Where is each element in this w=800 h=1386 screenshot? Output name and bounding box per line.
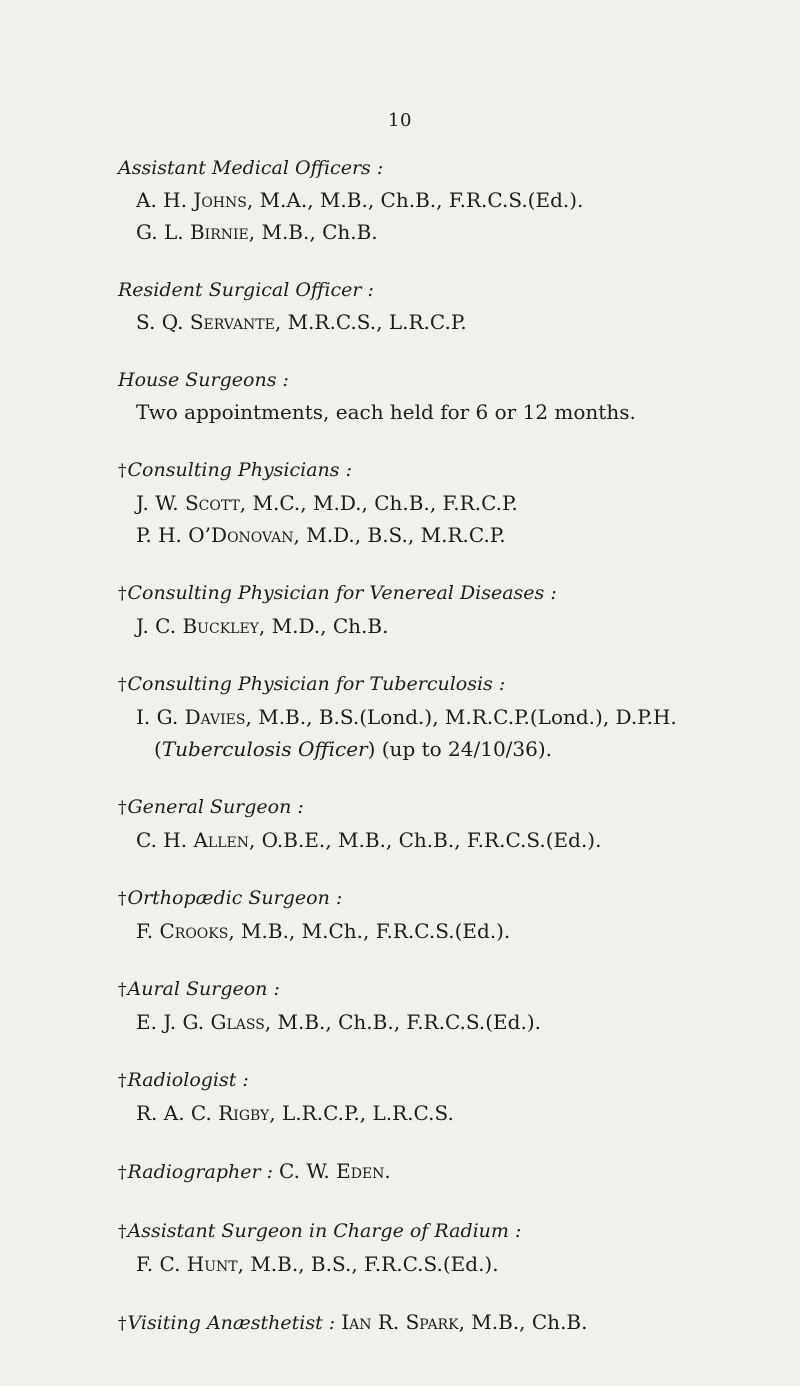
section-heading-row xyxy=(118,791,778,824)
section-heading: Consulting Physician for Venereal Diseases : xyxy=(127,582,557,604)
section-heading-row xyxy=(118,882,778,915)
dagger-mark: † xyxy=(118,798,127,818)
section-heading: Consulting Physician for Tuberculosis : xyxy=(127,673,506,695)
page-number: 10 xyxy=(388,110,412,131)
staff-entry xyxy=(118,1006,778,1038)
dagger-mark: † xyxy=(118,584,127,604)
section-heading: Visiting Anæsthetist : xyxy=(127,1312,336,1334)
dagger-mark: † xyxy=(118,461,127,481)
staff-qualifications: , M.B., M.Ch., F.R.C.S.(Ed.). xyxy=(228,919,511,943)
staff-qualifications: , M.D., Ch.B. xyxy=(258,614,389,638)
section-heading: Consulting Physicians : xyxy=(127,459,352,481)
staff-name: Ian R. Spark xyxy=(341,1310,459,1334)
section-heading-row xyxy=(118,577,778,610)
section-radiographer xyxy=(118,1155,778,1189)
section-aural-surgeon xyxy=(118,973,778,1038)
section-heading-row xyxy=(118,1064,778,1097)
section-venereal-diseases xyxy=(118,577,778,642)
section-heading: Assistant Medical Officers : xyxy=(118,157,384,179)
staff-name: J. C. Buckley xyxy=(136,614,259,638)
staff-qualifications: , M.B., B.S.(Lond.), M.R.C.P.(Lond.), D.P.H. xyxy=(245,705,677,729)
section-assistant-medical-officers xyxy=(118,152,778,248)
section-orthopaedic-surgeon xyxy=(118,882,778,947)
staff-name: R. A. C. Rigby xyxy=(136,1101,270,1125)
staff-name: P. H. O’Donovan xyxy=(136,523,294,547)
section-heading: Resident Surgical Officer : xyxy=(118,279,374,301)
staff-name: C. H. Allen xyxy=(136,828,249,852)
staff-name: F. Crooks xyxy=(136,919,229,943)
section-heading: Assistant Surgeon in Charge of Radium : xyxy=(127,1220,522,1242)
section-resident-surgical-officer xyxy=(118,274,778,338)
staff-qualifications: , M.C., M.D., Ch.B., F.R.C.P. xyxy=(239,491,518,515)
section-anaesthetist xyxy=(118,1306,778,1340)
staff-qualifications: , M.B., Ch.B. xyxy=(458,1310,588,1334)
staff-qualifications: , O.B.E., M.B., Ch.B., F.R.C.S.(Ed.). xyxy=(248,828,602,852)
staff-suffix: . xyxy=(384,1159,391,1183)
section-heading: Radiologist : xyxy=(127,1069,249,1091)
dagger-mark: † xyxy=(118,1163,127,1183)
staff-list xyxy=(118,152,778,1366)
note-role: Tuberculosis Officer xyxy=(161,737,368,761)
section-heading: General Surgeon : xyxy=(127,796,304,818)
staff-entry: Two appointments, each held for 6 or 12 months. xyxy=(136,400,636,424)
section-heading-row xyxy=(118,1215,778,1248)
staff-qualifications: , M.B., Ch.B. xyxy=(248,220,378,244)
section-heading-row xyxy=(118,668,778,701)
section-heading: Radiographer : xyxy=(127,1161,273,1183)
staff-entry xyxy=(118,1097,778,1129)
staff-qualifications: , M.B., Ch.B., F.R.C.S.(Ed.). xyxy=(264,1010,541,1034)
section-radium xyxy=(118,1215,778,1280)
staff-name: I. G. Davies xyxy=(136,705,246,729)
note-detail: ) (up to 24/10/36). xyxy=(367,737,553,761)
dagger-mark: † xyxy=(118,1222,127,1242)
staff-qualifications: , M.B., B.S., F.R.C.S.(Ed.). xyxy=(237,1252,499,1276)
staff-entry xyxy=(118,519,778,551)
section-heading-row xyxy=(118,1155,778,1189)
section-consulting-physicians xyxy=(118,454,778,551)
staff-qualifications: , M.R.C.S., L.R.C.P. xyxy=(274,310,467,334)
dagger-mark: † xyxy=(118,675,127,695)
dagger-mark: † xyxy=(118,889,127,909)
section-heading: House Surgeons : xyxy=(118,369,289,391)
staff-entry xyxy=(118,824,778,856)
section-heading: Orthopædic Surgeon : xyxy=(127,887,343,909)
staff-name: E. J. G. Glass xyxy=(136,1010,265,1034)
staff-name: G. L. Birnie xyxy=(136,220,249,244)
staff-note xyxy=(118,733,778,765)
dagger-mark: † xyxy=(118,1071,127,1091)
dagger-mark: † xyxy=(118,980,127,1000)
staff-name: S. Q. Servante xyxy=(136,310,275,334)
staff-name: C. W. Eden xyxy=(279,1159,385,1183)
staff-name: F. C. Hunt xyxy=(136,1252,238,1276)
section-heading-row xyxy=(118,973,778,1006)
dagger-mark: † xyxy=(118,1314,127,1334)
staff-qualifications: , M.D., B.S., M.R.C.P. xyxy=(293,523,506,547)
section-tuberculosis xyxy=(118,668,778,765)
staff-name: A. H. Johns xyxy=(136,188,247,212)
staff-entry xyxy=(118,216,778,248)
staff-name: J. W. Scott xyxy=(136,491,240,515)
section-heading-row xyxy=(118,1306,778,1340)
staff-entry xyxy=(118,610,778,642)
section-house-surgeons xyxy=(118,364,778,428)
staff-entry xyxy=(118,306,778,338)
staff-entry xyxy=(118,701,778,733)
section-heading: Aural Surgeon : xyxy=(127,978,280,1000)
staff-entry xyxy=(118,1248,778,1280)
note-open: ( xyxy=(154,737,162,761)
staff-qualifications: , L.R.C.P., L.R.C.S. xyxy=(269,1101,454,1125)
staff-entry xyxy=(118,184,778,216)
section-heading-row xyxy=(118,454,778,487)
section-general-surgeon xyxy=(118,791,778,856)
staff-entry xyxy=(118,487,778,519)
staff-entry xyxy=(118,915,778,947)
section-radiologist xyxy=(118,1064,778,1129)
staff-qualifications: , M.A., M.B., Ch.B., F.R.C.S.(Ed.). xyxy=(246,188,584,212)
